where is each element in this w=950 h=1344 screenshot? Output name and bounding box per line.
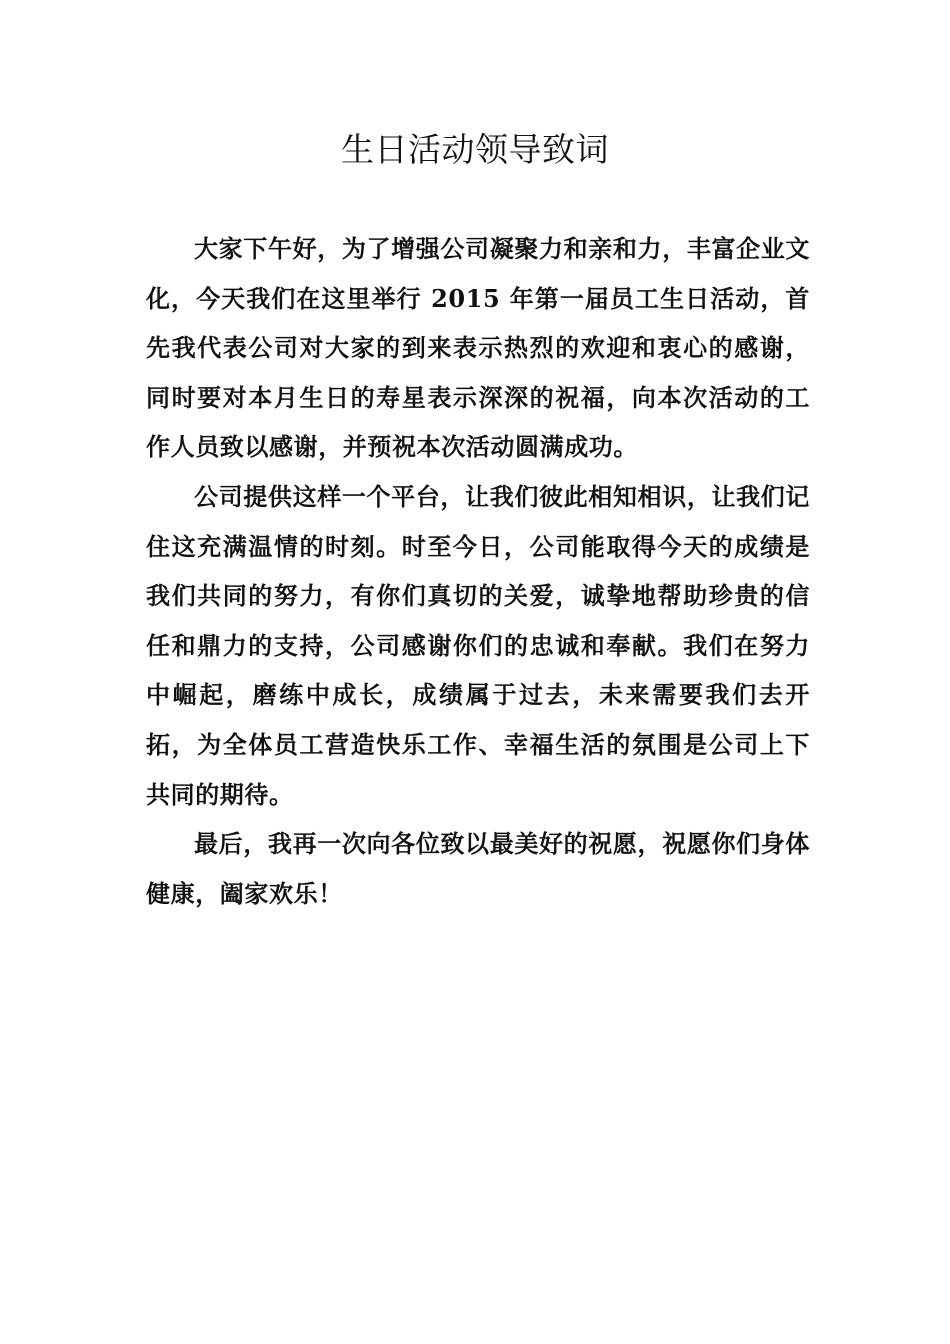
document-title: 生日活动领导致词 [341, 130, 609, 169]
paragraph-1: 大家下午好，为了增强公司凝聚力和亲和力，丰富企业文化，今天我们在这里举行 2015 年第一届员工生日活动，首先我代表公司对大家的到来表示热烈的欢迎和衷心的感谢，同时要对本月生日的寿星表示深深的祝福，向本次活动的工作人员致以感谢，并预祝本次活动圆满成功。 [146, 234, 810, 462]
paragraph-3: 最后，我再一次向各位致以最美好的祝愿，祝愿你们身体健康，阖家欢乐！ [146, 829, 810, 908]
document-body [146, 224, 810, 918]
paragraph-2: 公司提供这样一个平台，让我们彼此相知相识，让我们记住这充满温情的时刻。时至今日，公司能取得今天的成绩是我们共同的努力，有你们真切的关爱，诚挚地帮助珍贵的信任和鼎力的支持，公司感谢你们的忠诚和奉献。我们在努力中崛起，磨练中成长，成绩属于过去，未来需要我们去开拓，为全体员工营造快乐工作、幸福生活的氛围是公司上下共同的期待。 [146, 481, 810, 809]
